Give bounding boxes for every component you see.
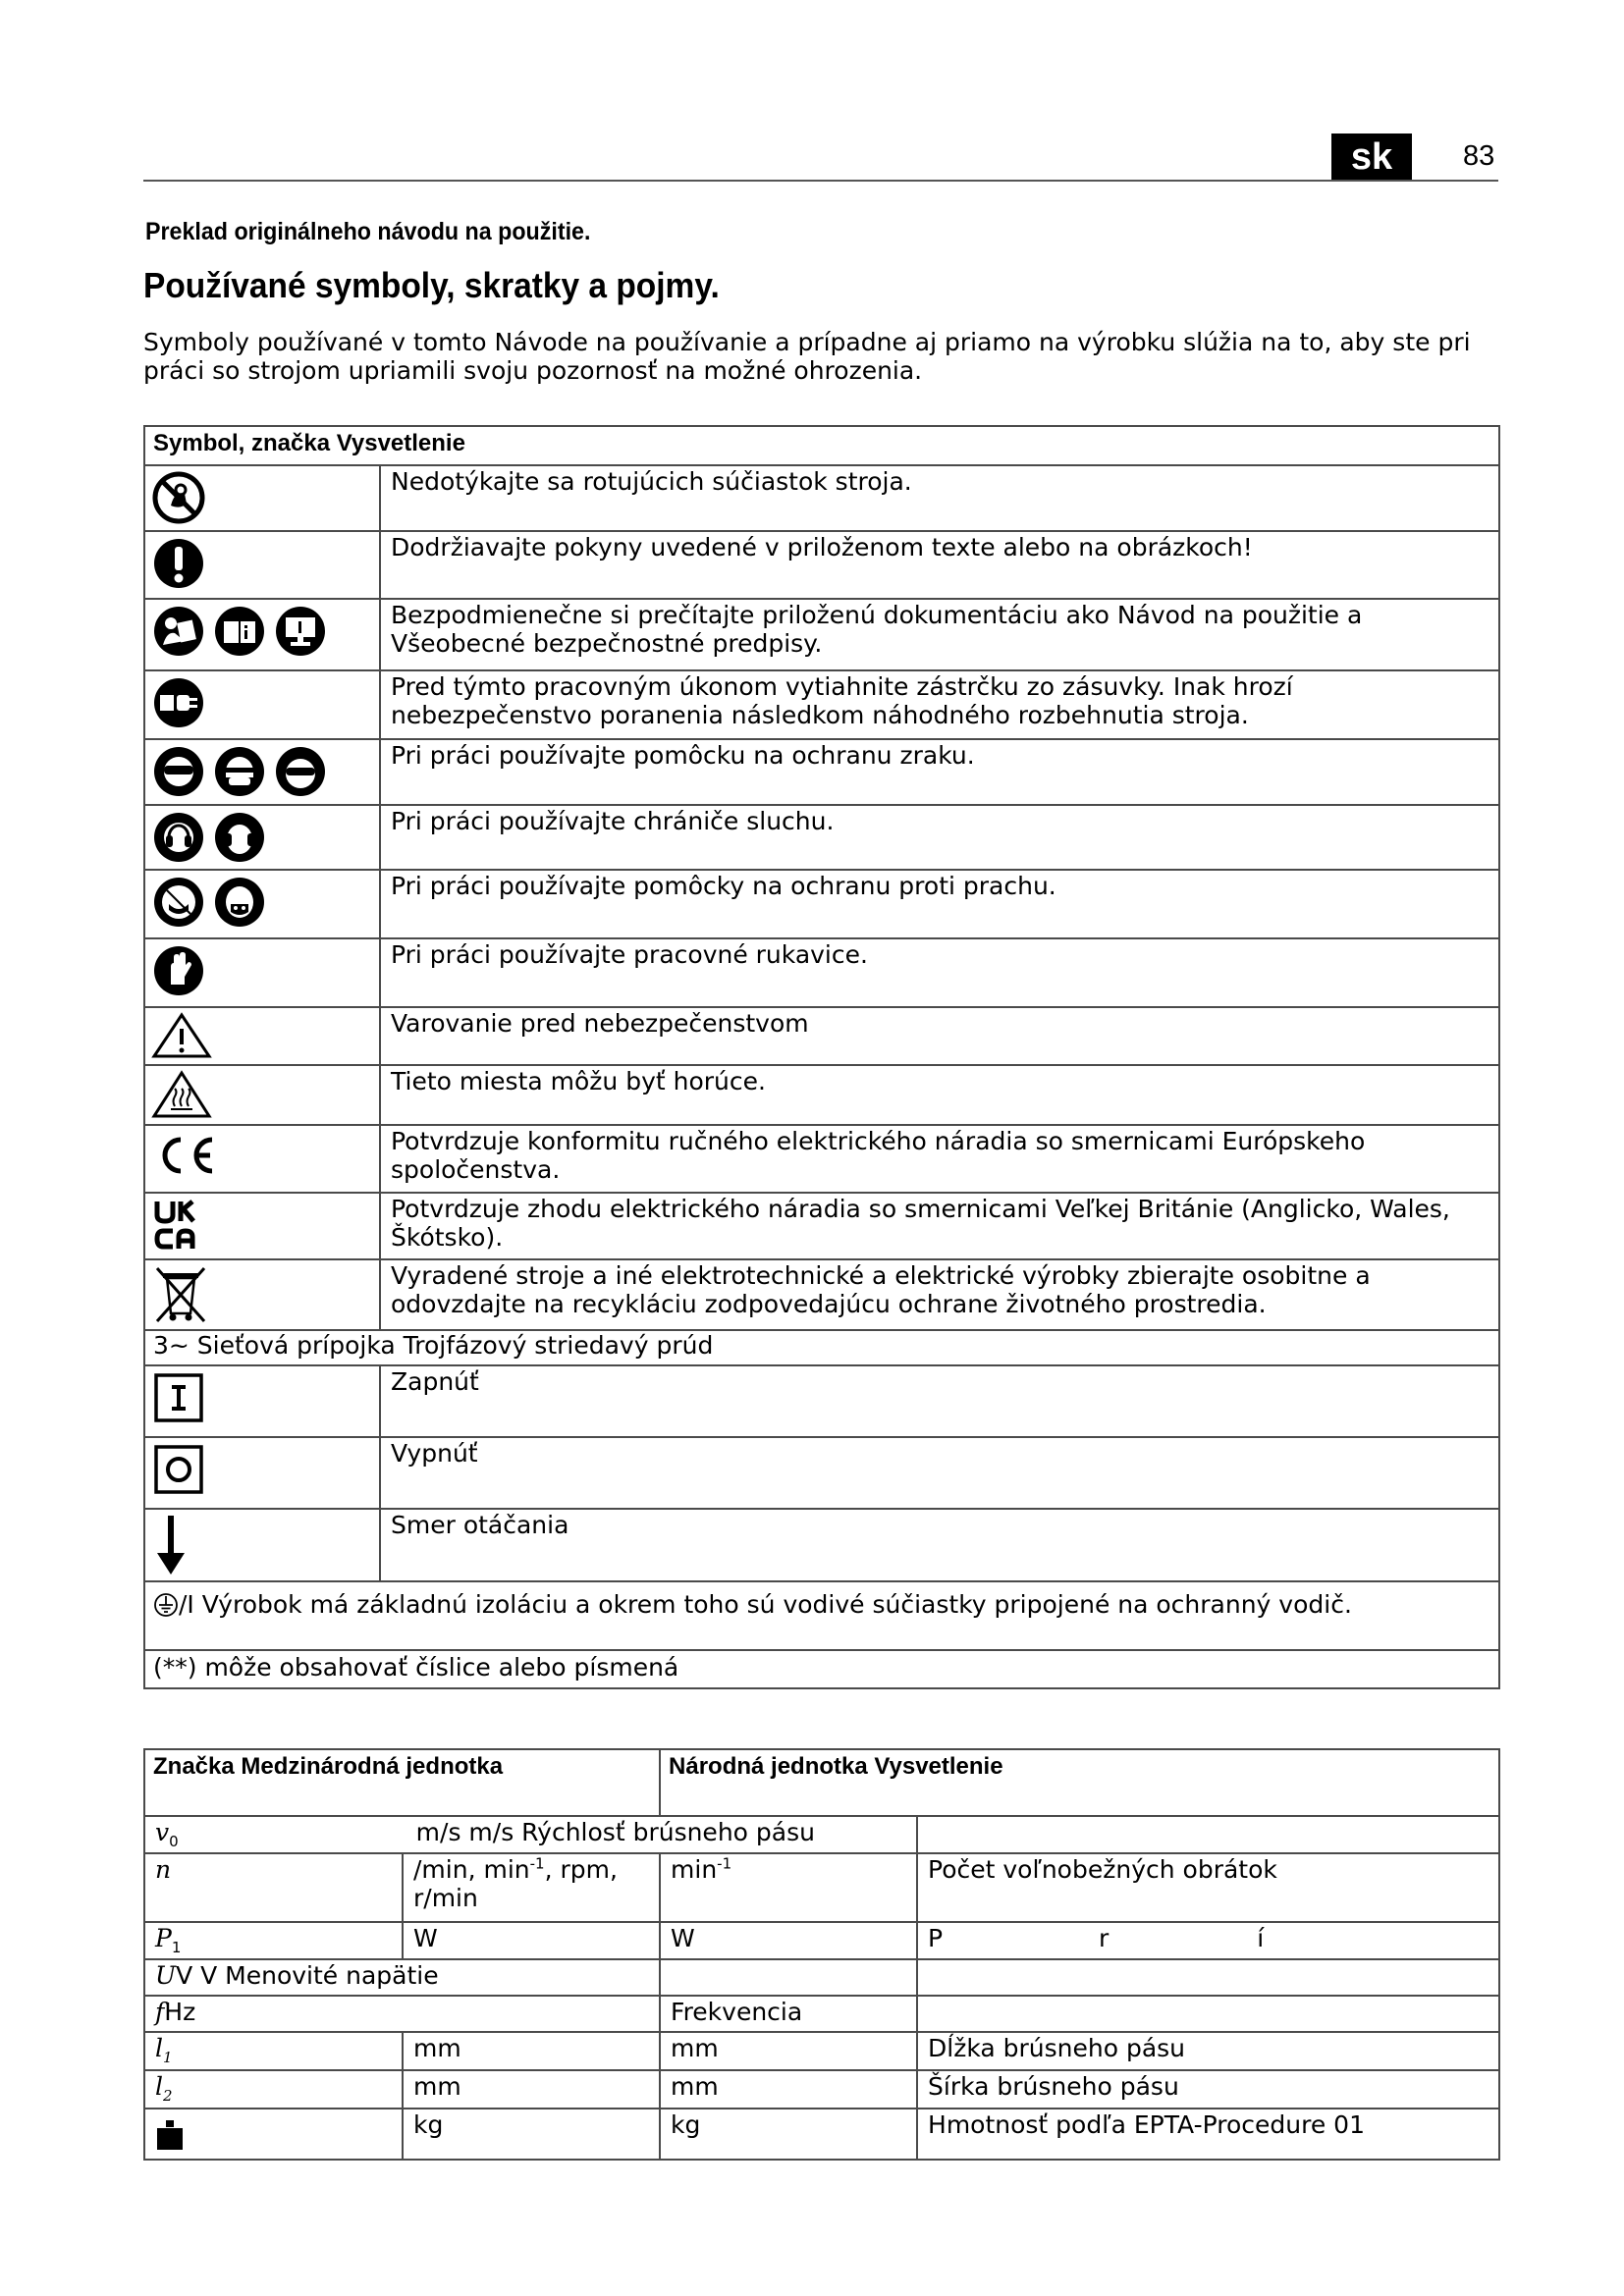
switch-on-icon xyxy=(151,1370,206,1425)
unit-explanation: Dĺžka brúsneho pásu xyxy=(917,2032,1499,2070)
symbol-row xyxy=(144,938,1499,1007)
unit-intl: V V Menovité napätie xyxy=(176,1961,439,1990)
unit-symbol: n xyxy=(155,1855,172,1884)
symbol-explanation: Pri práci používajte chrániče sluchu. xyxy=(380,805,1499,870)
unit-national: min xyxy=(671,1855,718,1884)
unit-explanation: P r í xyxy=(917,1922,1499,1959)
ce-mark-icon xyxy=(151,1130,220,1181)
symbol-explanation: Potvrdzuje zhodu elektrického náradia so smernicami Veľkej Británie (Anglicko, Wales, Škótsko). xyxy=(380,1193,1499,1259)
symbols-table xyxy=(143,425,1500,1689)
symbol-explanation: Vypnúť xyxy=(380,1437,1499,1509)
symbol-explanation: Smer otáčania xyxy=(380,1509,1499,1581)
symbol-row xyxy=(144,739,1499,805)
unit-symbol: P xyxy=(155,1924,172,1952)
unit-intl: kg xyxy=(403,2109,660,2160)
unit-explanation: Počet voľnobežných obrátok xyxy=(917,1853,1499,1922)
weee-bin-icon xyxy=(151,1264,210,1325)
protection-class-row xyxy=(144,1581,1499,1650)
symbol-explanation: Potvrdzuje konformitu ručného elektrického náradia so smernicami Európskeho spoločenstva. xyxy=(380,1125,1499,1193)
unit-symbol: l xyxy=(155,2034,163,2062)
symbol-row xyxy=(144,1509,1499,1581)
symbol-explanation: Dodržiavajte pokyny uvedené v priloženom texte alebo na obrázkoch! xyxy=(380,531,1499,599)
unit-symbol: l xyxy=(155,2072,163,2101)
symbol-row xyxy=(144,1259,1499,1330)
symbol-row xyxy=(144,805,1499,870)
warning-triangle-icon xyxy=(151,1012,212,1059)
unit-national: mm xyxy=(660,2032,917,2070)
unit-national: mm xyxy=(660,2070,917,2109)
protection-class-text: /I Výrobok má základnú izoláciu a okrem toho sú vodivé súčiastky pripojené na ochranný vodič. xyxy=(179,1590,1352,1619)
hot-surface-icon xyxy=(151,1070,212,1119)
units-header-right: Národná jednotka Vysvetlenie xyxy=(660,1749,1499,1816)
symbol-explanation: Pri práci používajte pomôcku na ochranu zraku. xyxy=(380,739,1499,805)
symbol-row xyxy=(144,1365,1499,1437)
three-phase-text: 3~ Sieťová prípojka Trojfázový striedavý prúd xyxy=(144,1330,1499,1365)
table-row: $P_1$ W W P r í xyxy=(144,1922,1499,1959)
unplug-icon xyxy=(151,675,206,730)
ear-protection-icon xyxy=(151,810,206,865)
unit-national: kg xyxy=(660,2109,917,2160)
symbol-row xyxy=(144,599,1499,670)
unit-intl: /min, min xyxy=(413,1855,530,1884)
header-rule xyxy=(143,180,1498,182)
units-header-left: Značka Medzinárodná jednotka xyxy=(144,1749,660,1816)
symbol-row xyxy=(144,670,1499,739)
symbol-row xyxy=(144,870,1499,938)
unit-intl: W xyxy=(403,1922,660,1959)
symbol-explanation: Varovanie pred nebezpečenstvom xyxy=(380,1007,1499,1065)
unit-national: Frekvencia xyxy=(660,1996,917,2032)
table-row xyxy=(144,2109,1499,2160)
symbol-explanation: Pred týmto pracovným úkonom vytiahnite zástrčku zo zásuvky. Inak hrozí nebezpečenstvo poranenia následkom náhodného rozbehnutia stroja. xyxy=(380,670,1499,739)
unit-symbol: v xyxy=(155,1818,170,1846)
symbol-explanation: Vyradené stroje a iné elektrotechnické a elektrické výrobky zbierajte osobitne a odovzdajte na recykláciu zodpovedajúcu ochrane životného prostredia. xyxy=(380,1259,1499,1330)
eye-protection-icon xyxy=(151,744,206,799)
unit-intl: m/s m/s Rýchlosť brúsneho pásu xyxy=(415,1818,815,1846)
protective-earth-icon xyxy=(153,1592,179,1618)
table-row: $v_0$ m/s m/s Rýchlosť brúsneho pásu xyxy=(144,1816,1499,1853)
ukca-mark-icon xyxy=(151,1198,210,1255)
mandatory-exclamation-icon xyxy=(151,536,206,591)
symbol-explanation: Bezpodmienečne si prečítajte priloženú dokumentáciu ako Návod na použitie a Všeobecné bezpečnostné predpisy. xyxy=(380,599,1499,670)
page-title: Používané symboly, skratky a pojmy. xyxy=(143,265,720,305)
manual-book-icon xyxy=(212,604,267,659)
dust-mask-icon xyxy=(151,875,206,930)
intro-paragraph: Symboly používané v tomto Návode na používanie a prípadne aj priamo na výrobku slúžia na to, aby ste pri práci so strojom upriamili svoju pozornosť na možné ohrozenia. xyxy=(143,328,1471,385)
symbol-row xyxy=(144,1437,1499,1509)
rotation-arrow-icon xyxy=(151,1514,190,1576)
symbol-row xyxy=(144,1193,1499,1259)
table-row: $l_2$ mm mm Šírka brúsneho pásu xyxy=(144,2070,1499,2109)
unit-symbol: f xyxy=(155,1998,165,2026)
language-badge: sk xyxy=(1331,133,1412,181)
switch-off-icon xyxy=(151,1442,206,1497)
table-row xyxy=(144,1959,1499,1996)
symbol-row xyxy=(144,465,1499,531)
unit-symbol: U xyxy=(155,1961,177,1990)
symbol-explanation: Nedotýkajte sa rotujúcich súčiastok stroja. xyxy=(380,465,1499,531)
read-manual-icon xyxy=(151,604,206,659)
unit-national: W xyxy=(660,1922,917,1959)
symbol-row xyxy=(144,1007,1499,1065)
unit-intl: Hz xyxy=(164,1998,196,2026)
symbol-row xyxy=(144,531,1499,599)
unit-intl: mm xyxy=(403,2070,660,2109)
gloves-icon xyxy=(151,943,206,998)
symbol-row xyxy=(144,1125,1499,1193)
digits-note: (**) môže obsahovať číslice alebo písmená xyxy=(144,1650,1499,1688)
units-table xyxy=(143,1748,1500,2161)
safety-goggles-icon xyxy=(273,744,328,799)
weight-icon xyxy=(155,2118,185,2152)
symbols-table-header xyxy=(144,426,1499,465)
page-number: 83 xyxy=(1463,140,1495,172)
ear-protection-head-icon xyxy=(212,810,267,865)
respirator-icon xyxy=(212,875,267,930)
symbol-explanation: Pri práci používajte pracovné rukavice. xyxy=(380,938,1499,1007)
symbol-explanation: Tieto miesta môžu byť horúce. xyxy=(380,1065,1499,1125)
symbol-explanation: Zapnúť xyxy=(380,1365,1499,1437)
table-row: n /min, $\min^{-1}$, rpm, r/min $\min^{-1}$ Počet voľnobežných obrátok xyxy=(144,1853,1499,1922)
unit-intl: mm xyxy=(403,2032,660,2070)
col-explanation-header: Vysvetlenie xyxy=(336,430,465,456)
table-row: $l_1$ mm mm Dĺžka brúsneho pásu xyxy=(144,2032,1499,2070)
do-not-touch-rotating-parts-icon xyxy=(151,470,206,525)
table-row xyxy=(144,1996,1499,2032)
col-symbol-header: Symbol, značka xyxy=(153,430,331,456)
face-shield-icon xyxy=(212,744,267,799)
footnote-row xyxy=(144,1650,1499,1688)
three-phase-row xyxy=(144,1330,1499,1365)
subheading: Preklad originálneho návodu na použitie. xyxy=(145,218,591,245)
manual-monitor-icon xyxy=(273,604,328,659)
symbol-explanation: Pri práci používajte pomôcky na ochranu proti prachu. xyxy=(380,870,1499,938)
symbol-row xyxy=(144,1065,1499,1125)
unit-explanation: Hmotnosť podľa EPTA-Procedure 01 xyxy=(917,2109,1499,2160)
unit-explanation: Šírka brúsneho pásu xyxy=(917,2070,1499,2109)
